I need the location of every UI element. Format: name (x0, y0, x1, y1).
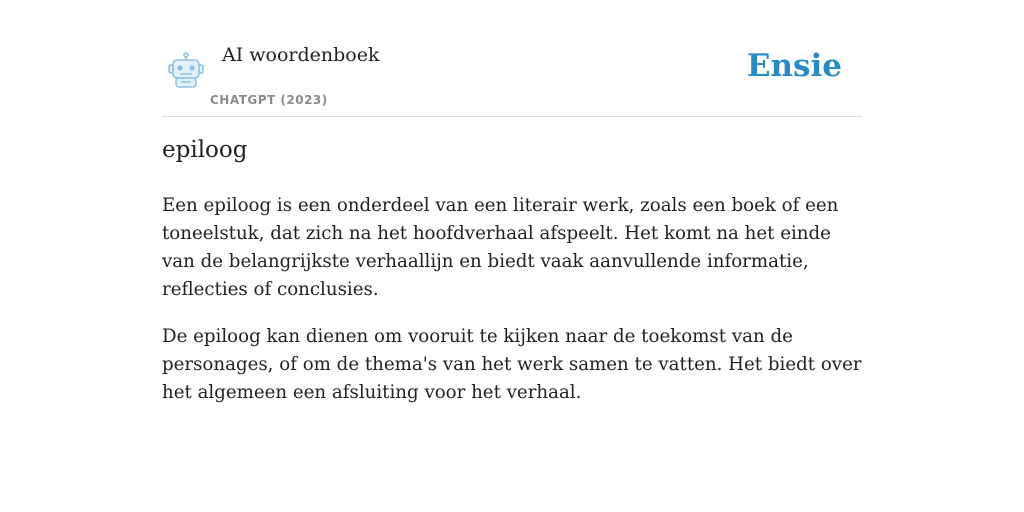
header (162, 0, 862, 117)
definition-paragraph: De epiloog kan dienen om vooruit te kijken naar de toekomst van de personages, of om de thema's van het werk samen te vatten. Het biedt over het algemeen een afsluiting voor het verhaal. (162, 326, 862, 403)
robot-icon (166, 52, 206, 90)
definition-body (162, 192, 862, 426)
source-label: CHATGPT (2023) (210, 93, 328, 107)
brand-logo[interactable]: Ensie (746, 48, 842, 84)
headword: epiloog (162, 137, 248, 163)
dictionary-title[interactable]: AI woordenboek (222, 44, 380, 66)
page (162, 0, 862, 512)
definition-paragraph: Een epiloog is een onderdeel van een literair werk, zoals een boek of een toneelstuk, dat zich na het hoofdverhaal afspeelt. Het komt na het einde van de belangrijkste verhaallijn en biedt vaak aanvullende informatie, reflecties of conclusies. (162, 195, 839, 300)
